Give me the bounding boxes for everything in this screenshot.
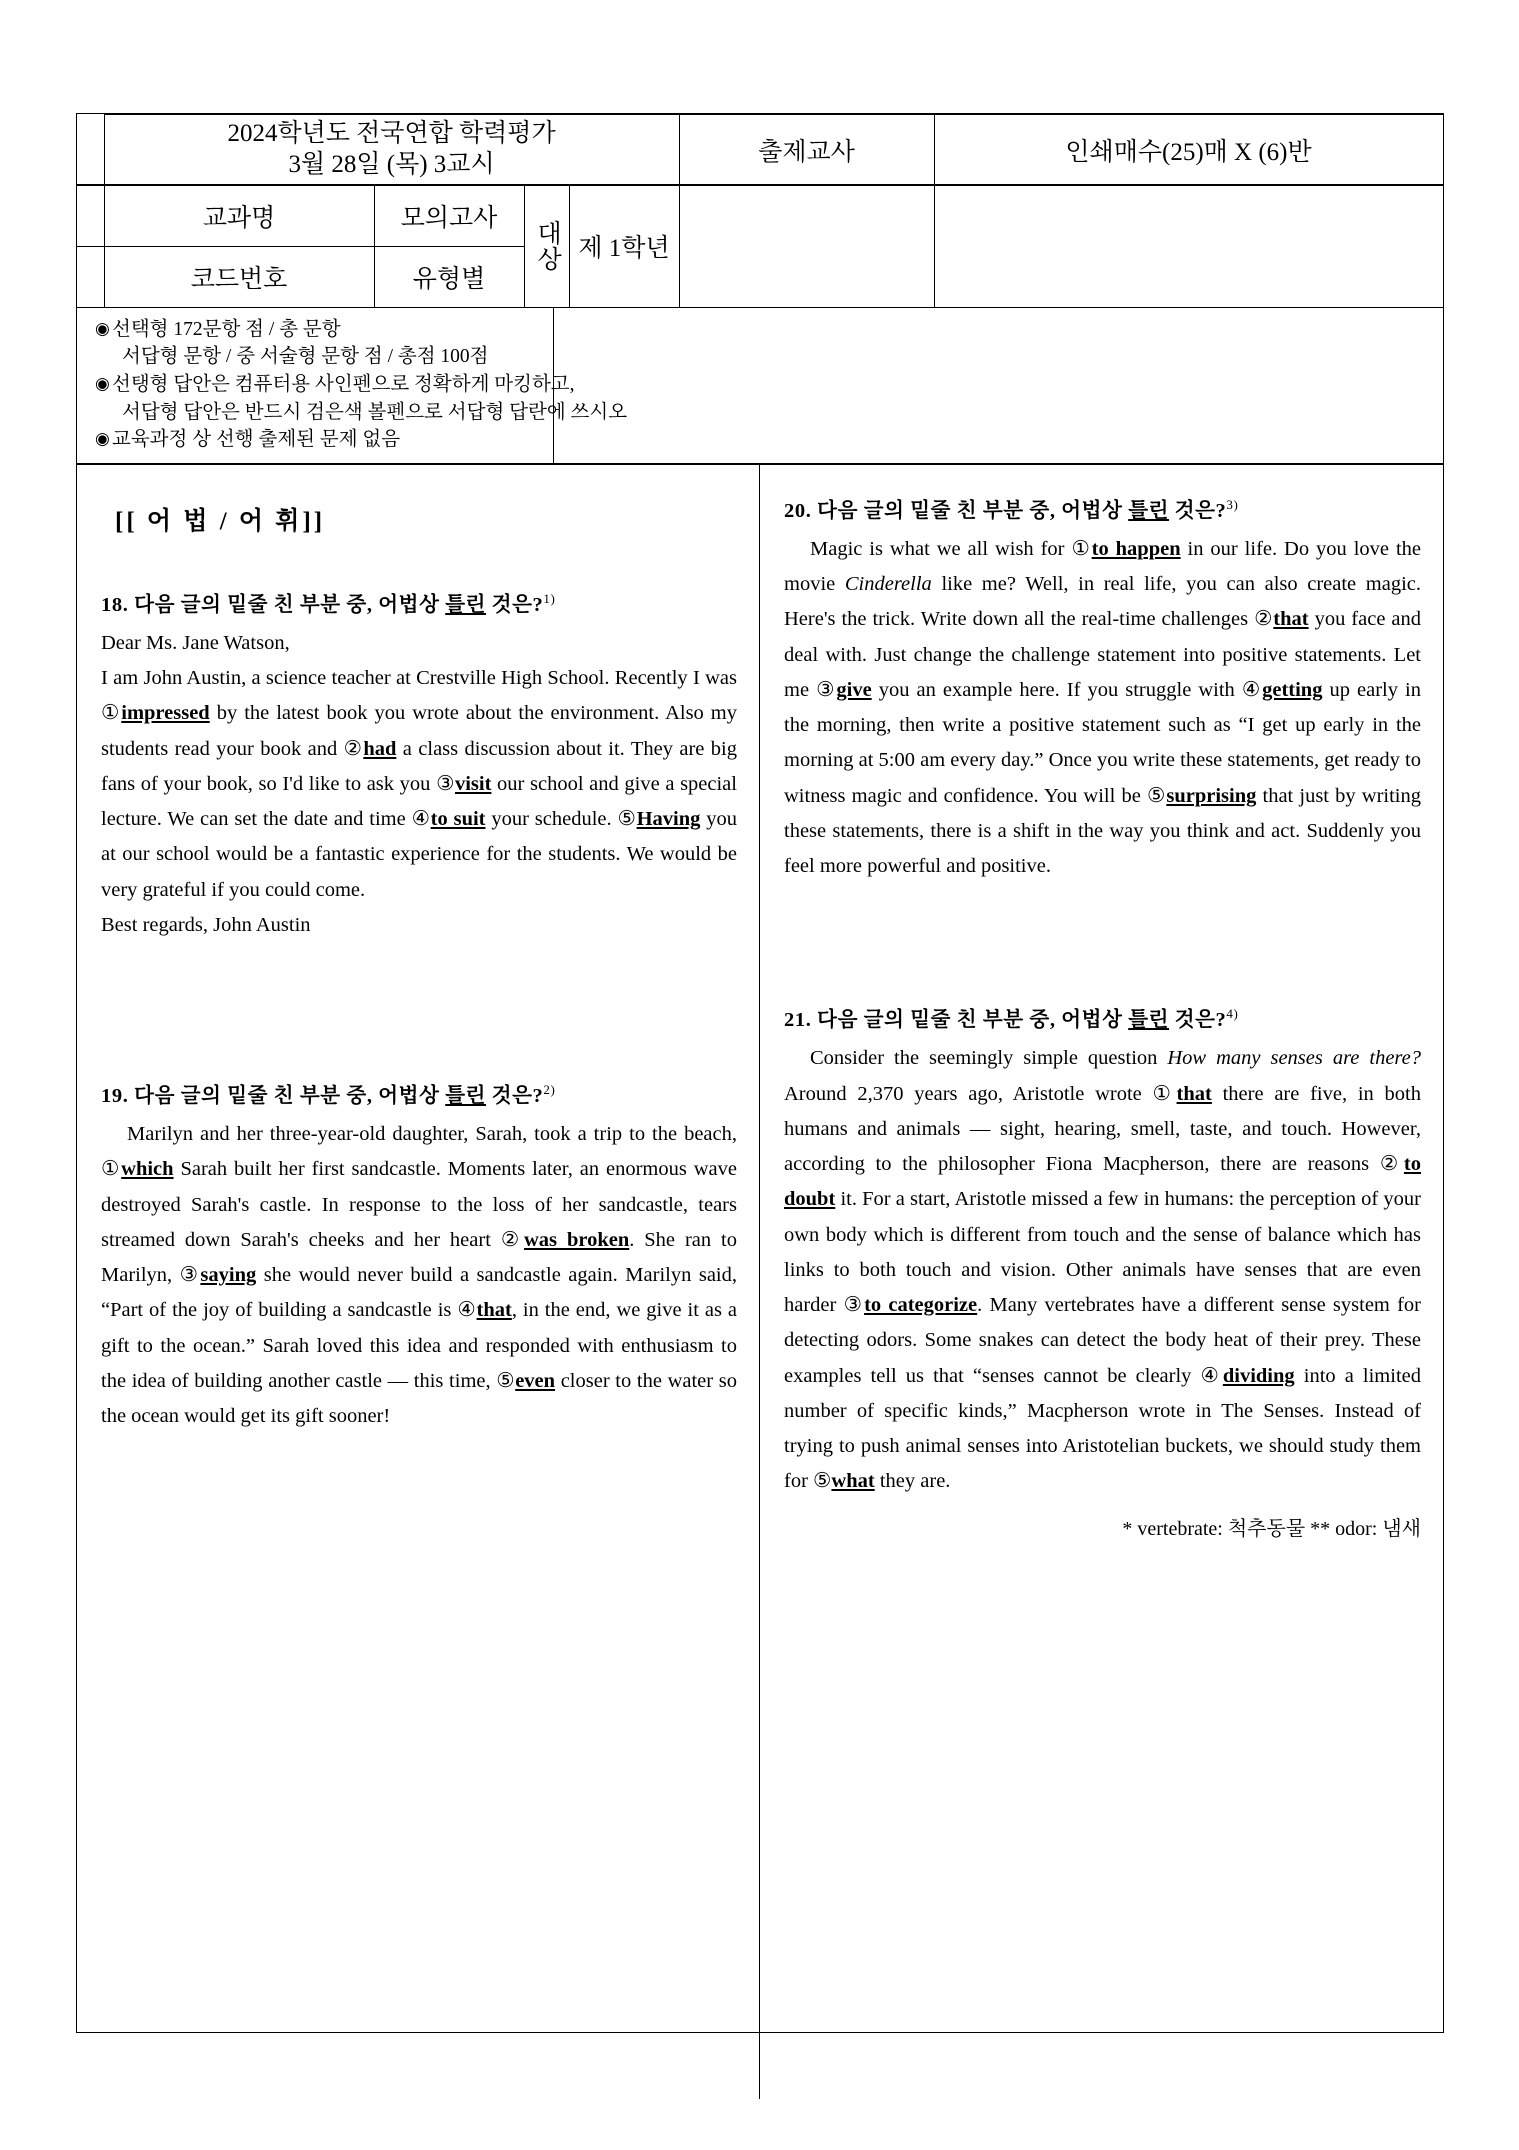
exam-title-line1: 2024학년도 전국연합 학력평가 bbox=[227, 120, 556, 147]
question-19 bbox=[101, 1078, 737, 1434]
notice-text-4: 서답형 답안은 반드시 검은색 볼펜으로 서답형 답란에 쓰시오 bbox=[122, 401, 628, 423]
question-20-prompt-before: 다음 글의 밑줄 친 부분 중, 어법상 bbox=[811, 499, 1129, 522]
notice-line-1 bbox=[95, 316, 553, 344]
teacher-value-cell[interactable] bbox=[679, 185, 934, 307]
question-20-footnote-marker: 3) bbox=[1226, 497, 1239, 513]
question-18-greeting: Dear Ms. Jane Watson, bbox=[101, 631, 290, 654]
notice-text-5: 교육과정 상 선행 출제된 문제 없음 bbox=[112, 429, 401, 451]
notice-text-2: 서답형 문항 / 중 서술형 문항 점 / 총점 100점 bbox=[122, 346, 489, 368]
question-20-body: Magic is what we all wish for ①to happen in our life. Do you love the movie Cinderella like me? Well, in real life, you can also create magic. Here's the trick. Write down all the real-time challenges ②that you face and deal with. Just change the challenge statement into positive statements. Let me ③give you an example here. If you struggle with ④getting up early in the morning, then write a positive statement such as “I get up early in the morning at 5:00 am every day.” Once you write these statements, get ready to witness magic and confidence. You will be ⑤surprising that just by writing these statements, there is a shift in the way you think and act. Suddenly you feel more powerful and positive. bbox=[784, 537, 1421, 878]
question-19-passage bbox=[101, 1117, 737, 1434]
subject-label-cell: 교과명 bbox=[104, 185, 374, 246]
column-left bbox=[77, 465, 760, 2099]
subject-value-cell: 모의고사 bbox=[374, 185, 524, 246]
column-right bbox=[760, 465, 1443, 2099]
question-18-number: 18. bbox=[101, 593, 129, 616]
question-21-number: 21. bbox=[784, 1009, 812, 1032]
question-20-prompt bbox=[784, 493, 1421, 523]
question-21-italic-term: How many senses are there? bbox=[1167, 1047, 1421, 1070]
type-value-cell: 유형별 bbox=[374, 246, 524, 307]
question-19-prompt bbox=[101, 1078, 737, 1108]
notice-row bbox=[77, 308, 1443, 465]
question-19-keyword: 틀린 bbox=[445, 1085, 487, 1108]
question-20-number: 20. bbox=[784, 499, 812, 522]
question-18-keyword: 틀린 bbox=[445, 593, 487, 616]
question-21-prompt bbox=[784, 1002, 1421, 1032]
question-18-closing: Best regards, John Austin bbox=[101, 913, 311, 936]
notice-blank-area bbox=[554, 308, 1443, 463]
question-21-glossary: * vertebrate: 척추동물 ** odor: 냄새 bbox=[1122, 1517, 1421, 1540]
question-18-prompt-after: 것은? bbox=[486, 593, 544, 616]
question-20-passage bbox=[784, 532, 1421, 885]
question-21 bbox=[784, 1002, 1421, 1540]
question-19-body: Marilyn and her three-year-old daughter, Sarah, took a trip to the beach, ①which Sarah built her first sandcastle. Moments later, an enormous wave destroyed Sarah's castle. In response to the loss of her sandcastle, tears streamed down Sarah's cheeks and her heart ②was broken. She ran to Marilyn, ③saying she would never build a sandcastle again. Marilyn said, “Part of the joy of building a sandcastle is ④that, in the end, we give it as a gift to the ocean.” Sarah loved this idea and responded with enthusiasm to the idea of building another castle — this time, ⑤even closer to the water so the ocean would get its gift sooner! bbox=[101, 1123, 737, 1428]
question-21-body: Consider the seemingly simple question How many senses are there? Around 2,370 years ago, Aristotle wrote ①that there are five, in both humans and animals — sight, hearing, smell, taste, and touch. However, according to the philosopher Fiona Macpherson, there are reasons ②to doubt it. For a start, Aristotle missed a few in humans: the perception of your own body which is different from touch and the sense of balance which has links to both touch and vision. Other animals have senses that are even harder ③to categorize. Many vertebrates have a different sense system for detecting odors. Some snakes can detect the body heat of their prey. These examples tell us that “senses cannot be clearly ④dividing into a limited number of specific kinds,” Macpherson wrote in The Senses. Instead of trying to push animal senses into Aristotelian buckets, we should study them for ⑤what they are. bbox=[784, 1047, 1421, 1493]
question-18-prompt bbox=[101, 587, 737, 617]
question-21-passage bbox=[784, 1041, 1421, 1499]
notice-box bbox=[77, 308, 628, 463]
question-21-footnote-marker: 4) bbox=[1226, 1006, 1239, 1022]
exam-title-cell bbox=[104, 115, 679, 186]
exam-header-table bbox=[77, 114, 1444, 308]
notice-line-2 bbox=[95, 343, 553, 371]
section-title: [[ 어 법 / 어 휘]] bbox=[115, 507, 326, 535]
print-count-cell: 인쇄매수(25)매 X (6)반 bbox=[934, 115, 1443, 186]
question-20 bbox=[784, 493, 1421, 885]
question-21-keyword: 틀린 bbox=[1128, 1009, 1170, 1032]
grade-value-cell: 제 1학년 bbox=[569, 185, 679, 307]
print-value-cell[interactable] bbox=[934, 185, 1443, 307]
question-18-passage bbox=[101, 626, 737, 943]
exam-title-line2: 3월 28일 (목) 3교시 bbox=[288, 150, 495, 178]
notice-line-3 bbox=[95, 371, 575, 399]
notice-text-1: 선택형 172문항 점 / 총 문항 bbox=[112, 318, 341, 340]
target-label-cell bbox=[524, 185, 569, 307]
question-18-body: I am John Austin, a science teacher at Crestville High School. Recently I was ①impressed by the latest book you wrote about the environment. Also my students read your book and ②had a class discussion about it. They are big fans of your book, so I'd like to ask you ③visit our school and give a special lecture. We can set the date and time ④to suit your schedule. ⑤Having you at our school would be a fantastic experience for the students. We would be very grateful if you could come. bbox=[101, 667, 737, 901]
question-19-prompt-before: 다음 글의 밑줄 친 부분 중, 어법상 bbox=[128, 1085, 446, 1108]
question-18-prompt-before: 다음 글의 밑줄 친 부분 중, 어법상 bbox=[128, 593, 446, 616]
question-21-prompt-after: 것은? bbox=[1169, 1009, 1227, 1032]
exam-body bbox=[77, 465, 1443, 2099]
question-19-footnote-marker: 2) bbox=[543, 1082, 556, 1098]
teacher-label-cell: 출제교사 bbox=[679, 115, 934, 186]
question-20-prompt-after: 것은? bbox=[1169, 499, 1227, 522]
target-label-text: 대상 bbox=[533, 220, 561, 273]
notice-line-5 bbox=[95, 426, 553, 454]
notice-line-4 bbox=[95, 399, 628, 427]
question-18 bbox=[101, 587, 737, 943]
question-19-number: 19. bbox=[101, 1085, 129, 1108]
bullet-icon: ◉ bbox=[95, 429, 110, 449]
question-20-italic-term: Cinderella bbox=[844, 573, 932, 596]
bullet-icon: ◉ bbox=[95, 318, 110, 338]
code-label-cell: 코드번호 bbox=[104, 246, 374, 307]
exam-sheet bbox=[76, 113, 1444, 2033]
bullet-icon: ◉ bbox=[95, 373, 110, 393]
question-20-keyword: 틀린 bbox=[1128, 499, 1170, 522]
notice-text-3: 선탱형 답안은 컴퓨터용 사인펜으로 정확하게 마킹하고, bbox=[112, 373, 575, 395]
question-19-prompt-after: 것은? bbox=[486, 1085, 544, 1108]
question-21-prompt-before: 다음 글의 밑줄 친 부분 중, 어법상 bbox=[811, 1009, 1129, 1032]
question-18-footnote-marker: 1) bbox=[543, 591, 556, 607]
